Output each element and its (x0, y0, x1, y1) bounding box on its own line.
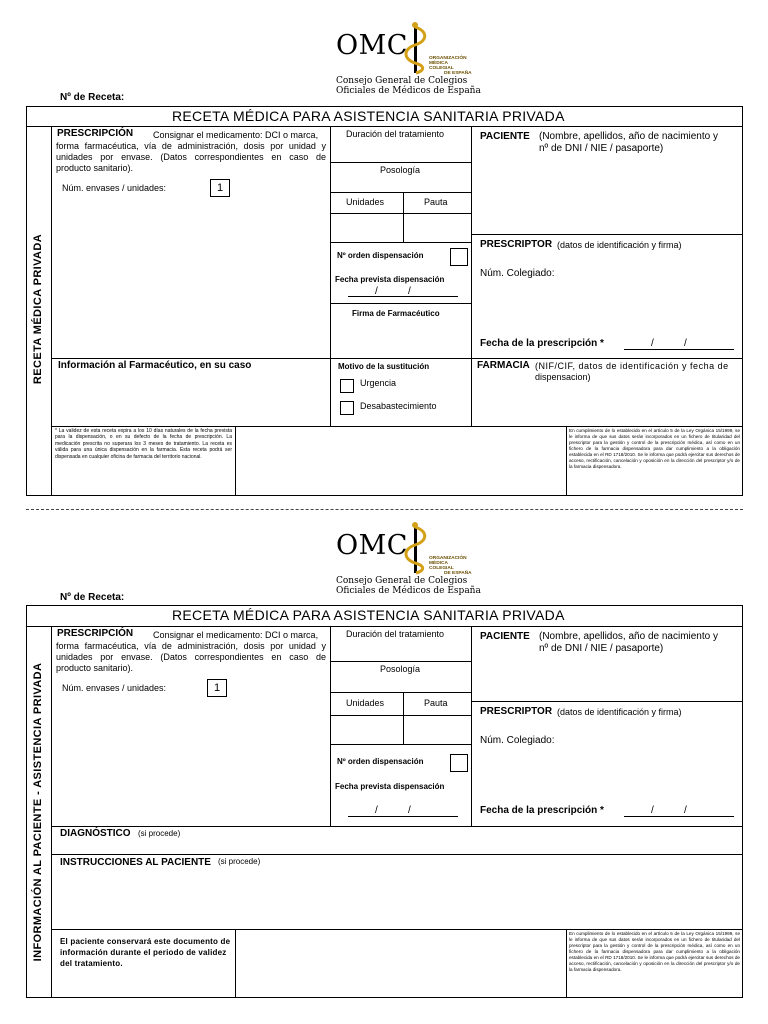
logo-sub-line1: Consejo General de Colegios (336, 76, 468, 86)
date-separator: / (684, 805, 687, 816)
orden-dispensacion-label: Nº orden dispensación (337, 757, 424, 766)
logo-gold-line4: DE ESPAÑA (444, 571, 472, 576)
duracion-label: Duración del tratamiento (346, 629, 445, 639)
prescripcion-desc-first: Consignar el medicamento: DCI o marca, (153, 630, 319, 640)
paciente-desc-line2: nº de DNI / NIE / pasaporte) (539, 143, 664, 154)
form-title: RECETA MÉDICA PARA ASISTENCIA SANITARIA PRIVADA (172, 108, 565, 124)
unidades-label: Unidades (346, 698, 385, 708)
diagnostico-label: DIAGNÓSTICO (60, 828, 131, 839)
prescripcion-desc-rest: forma farmacéutica, vía de administración, dosis por unidad y unidades por envase. (Datos correspondientes en caso de producto sanitario). (56, 641, 326, 673)
date-separator: / (375, 805, 378, 816)
logo-sub-line2: Oficiales de Médicos de España (336, 586, 481, 596)
fecha-prevista-label: Fecha prevista dispensación (335, 275, 445, 284)
colegiado-label: Núm. Colegiado: (480, 268, 555, 279)
orden-dispensacion-box[interactable] (450, 248, 468, 266)
firma-farmaceutico-label: Firma de Farmacéutico (352, 309, 440, 318)
date-separator: / (408, 805, 411, 816)
duracion-label: Duración del tratamiento (346, 129, 445, 139)
side-label-receta: RECETA MÉDICA PRIVADA (32, 233, 44, 385)
logo-brand: OMC (336, 30, 408, 61)
logo-gold-line1: ORGANIZACIÓN (429, 556, 467, 561)
farmacia-label: FARMACIA (477, 360, 530, 371)
urgencia-label: Urgencia (360, 378, 397, 388)
prescripcion-desc-rest: forma farmacéutica, vía de administración, dosis por unidad y unidades por envase. (Datos correspondientes en caso de producto sanitario). (56, 141, 326, 173)
logo-sub-line2: Oficiales de Médicos de España (336, 86, 481, 96)
cut-line (26, 509, 743, 510)
paciente-label: PACIENTE (480, 631, 530, 642)
unidades-label: Unidades (346, 197, 385, 207)
paciente-desc-line2: nº de DNI / NIE / pasaporte) (539, 643, 664, 654)
paciente-desc-line1: (Nombre, apellidos, año de nacimiento y (539, 631, 718, 642)
orden-dispensacion-box[interactable] (450, 754, 468, 772)
logo-gold-line4: DE ESPAÑA (444, 71, 472, 76)
prescripcion-label: PRESCRIPCIÓN (57, 628, 134, 639)
paciente-desc-line1: (Nombre, apellidos, año de nacimiento y (539, 131, 718, 142)
posologia-label: Posología (380, 165, 421, 175)
prescriptor-desc: (datos de identificación y firma) (557, 240, 682, 250)
paciente-label: PACIENTE (480, 131, 530, 142)
form-title: RECETA MÉDICA PARA ASISTENCIA SANITARIA PRIVADA (172, 607, 565, 623)
urgencia-checkbox[interactable] (340, 379, 354, 393)
lopd-note: En cumplimiento de lo establecido en el artículo 5 de la Ley Orgánica 15/1999, se le informa de que sus datos serán incorporados en un fichero de titularidad del prescriptor para la gestión y control de la prescripción médica, así como en un fichero de la farmacia dispensadora para dar cumplimiento a la obligación establecida en el RD 1718/2010. Se le informa que podrá ejercitar sus derechos de acceso, rectificación, cancelación y oposición en la dirección del prescriptor y/o de la farmacia dispensadora. (569, 931, 740, 972)
logo-gold-line3: COLEGIAL (429, 566, 454, 571)
motivo-sustitucion-label: Motivo de la sustitución (338, 362, 430, 371)
date-separator: / (408, 286, 411, 297)
envases-value[interactable]: 1 (210, 179, 230, 197)
prescriptor-desc: (datos de identificación y firma) (557, 707, 682, 717)
logo-gold-line2: MÉDICA (429, 61, 448, 66)
receta-number-label: Nº de Receta: (60, 592, 125, 603)
date-separator: / (684, 338, 687, 349)
instrucciones-label: INSTRUCCIONES AL PACIENTE (60, 857, 211, 868)
diagnostico-note: (si procede) (138, 829, 181, 838)
prescriptor-label: PRESCRIPTOR (480, 706, 553, 717)
logo-brand: OMC (336, 530, 408, 561)
prescripcion-desc-first: Consignar el medicamento: DCI o marca, (153, 130, 319, 140)
pauta-label: Pauta (424, 698, 448, 708)
posologia-label: Posología (380, 664, 421, 674)
validez-note: * La validez de esta receta expira a los 10 días naturales de la fecha prevista para la dispensación, o en su defecto de la fecha de prescripción. La medicación prescrita no superara los 3 meses de tratamiento. La receta es válida para una única dispensación en la farmacia. Esta receta podrá ser dispensada en cualquier oficina de farmacia del territorio nacional. (55, 428, 232, 460)
desabastecimiento-checkbox[interactable] (340, 401, 354, 415)
desabastecimiento-label: Desabastecimiento (360, 401, 437, 411)
envases-value[interactable]: 1 (207, 679, 227, 697)
prescripcion-label: PRESCRIPCIÓN (57, 128, 134, 139)
orden-dispensacion-label: Nº orden dispensación (337, 251, 424, 260)
lopd-note: En cumplimiento de lo establecido en el artículo 5 de la Ley Orgánica 15/1999, se le informa de que sus datos serán incorporados en un fichero de titularidad del prescriptor para la gestión y control de la prescripción médica, así como en un fichero de la farmacia dispensadora para dar cumplimiento a la obligación establecida en el RD 1718/2010. Se le informa que podrá ejercitar sus derechos de acceso, rectificación, cancelación y oposición en la dirección del prescriptor y/o de la farmacia dispensadora. (569, 428, 740, 469)
envases-label: Núm. envases / unidades: (62, 183, 167, 193)
farmacia-desc-line2: dispensacion) (535, 372, 591, 382)
logo-gold-line3: COLEGIAL (429, 66, 454, 71)
logo-sub-line1: Consejo General de Colegios (336, 576, 468, 586)
conservara-note: El paciente conservará este documento de información durante el periodo de validez del tratamiento. (60, 937, 231, 968)
receta-number-label: Nº de Receta: (60, 92, 125, 103)
farmacia-desc-line1: (NIF/CIF, datos de identificación y fecha de (535, 361, 729, 371)
fecha-prescripcion-label: Fecha de la prescripción * (480, 805, 604, 816)
pauta-label: Pauta (424, 197, 448, 207)
side-label-informacion: INFORMACIÓN AL PACIENTE - ASISTENCIA PRIVADA (32, 662, 44, 962)
fecha-prescripcion-label: Fecha de la prescripción * (480, 338, 604, 349)
logo-gold-line2: MÉDICA (429, 561, 448, 566)
logo-gold-line1: ORGANIZACIÓN (429, 56, 467, 61)
instrucciones-note: (si procede) (218, 857, 261, 866)
envases-label: Núm. envases / unidades: (62, 683, 167, 693)
fecha-prevista-label: Fecha prevista dispensación (335, 782, 445, 791)
date-separator: / (651, 338, 654, 349)
colegiado-label: Núm. Colegiado: (480, 735, 555, 746)
prescriptor-label: PRESCRIPTOR (480, 239, 553, 250)
date-separator: / (375, 286, 378, 297)
date-separator: / (651, 805, 654, 816)
info-farmaceutico-label: Información al Farmacéutico, en su caso (58, 360, 252, 371)
